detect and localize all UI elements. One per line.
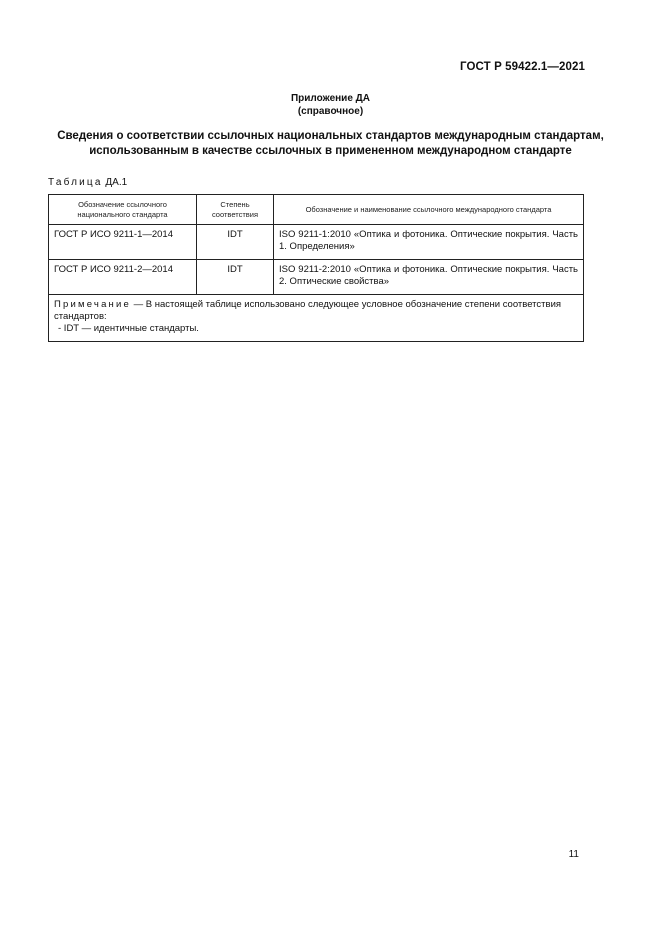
- note-item: - IDT — идентичные стандарты.: [58, 323, 199, 334]
- national-standard-cell: ГОСТ Р ИСО 9211-2—2014: [49, 260, 197, 295]
- degree-cell: IDT: [197, 260, 274, 295]
- annex-heading: [0, 92, 661, 118]
- note-label: Примечание: [54, 299, 131, 310]
- table-caption: [48, 177, 127, 188]
- section-title: [30, 129, 631, 159]
- column-header-national-standard: Обозначение ссылочного национального стандарта: [49, 195, 197, 225]
- section-title-line-1: Сведения о соответствии ссылочных национальных стандартов международным стандартам,: [57, 130, 604, 142]
- table-header-row: [49, 195, 584, 225]
- international-standard-cell: ISO 9211-1:2010 «Оптика и фотоника. Оптические покрытия. Часть 1. Определения»: [274, 225, 584, 260]
- note-text: — В настоящей таблице использовано следующее условное обозначение степени соответствия стандартов:: [54, 299, 562, 322]
- table-caption-number: ДА.1: [105, 177, 128, 188]
- table-row: [49, 260, 584, 295]
- table-caption-label: Таблица: [48, 177, 103, 188]
- table-note-row: [49, 295, 584, 342]
- international-standard-cell: ISO 9211-2:2010 «Оптика и фотоника. Оптические покрытия. Часть 2. Оптические свойства»: [274, 260, 584, 295]
- column-header-degree: Степень соответствия: [197, 195, 274, 225]
- table-note: [49, 295, 584, 342]
- section-title-line-2: использованным в качестве ссылочных в примененном международном стандарте: [89, 145, 572, 157]
- document-code: ГОСТ Р 59422.1—2021: [460, 61, 585, 73]
- degree-cell: IDT: [197, 225, 274, 260]
- page-number: 11: [568, 849, 579, 860]
- annex-title: Приложение ДА: [290, 93, 371, 104]
- table-row: [49, 225, 584, 260]
- national-standard-cell: ГОСТ Р ИСО 9211-1—2014: [49, 225, 197, 260]
- annex-subtitle: (справочное): [297, 106, 364, 117]
- standards-correspondence-table: [48, 194, 584, 342]
- column-header-international-standard: Обозначение и наименование ссылочного международного стандарта: [274, 195, 584, 225]
